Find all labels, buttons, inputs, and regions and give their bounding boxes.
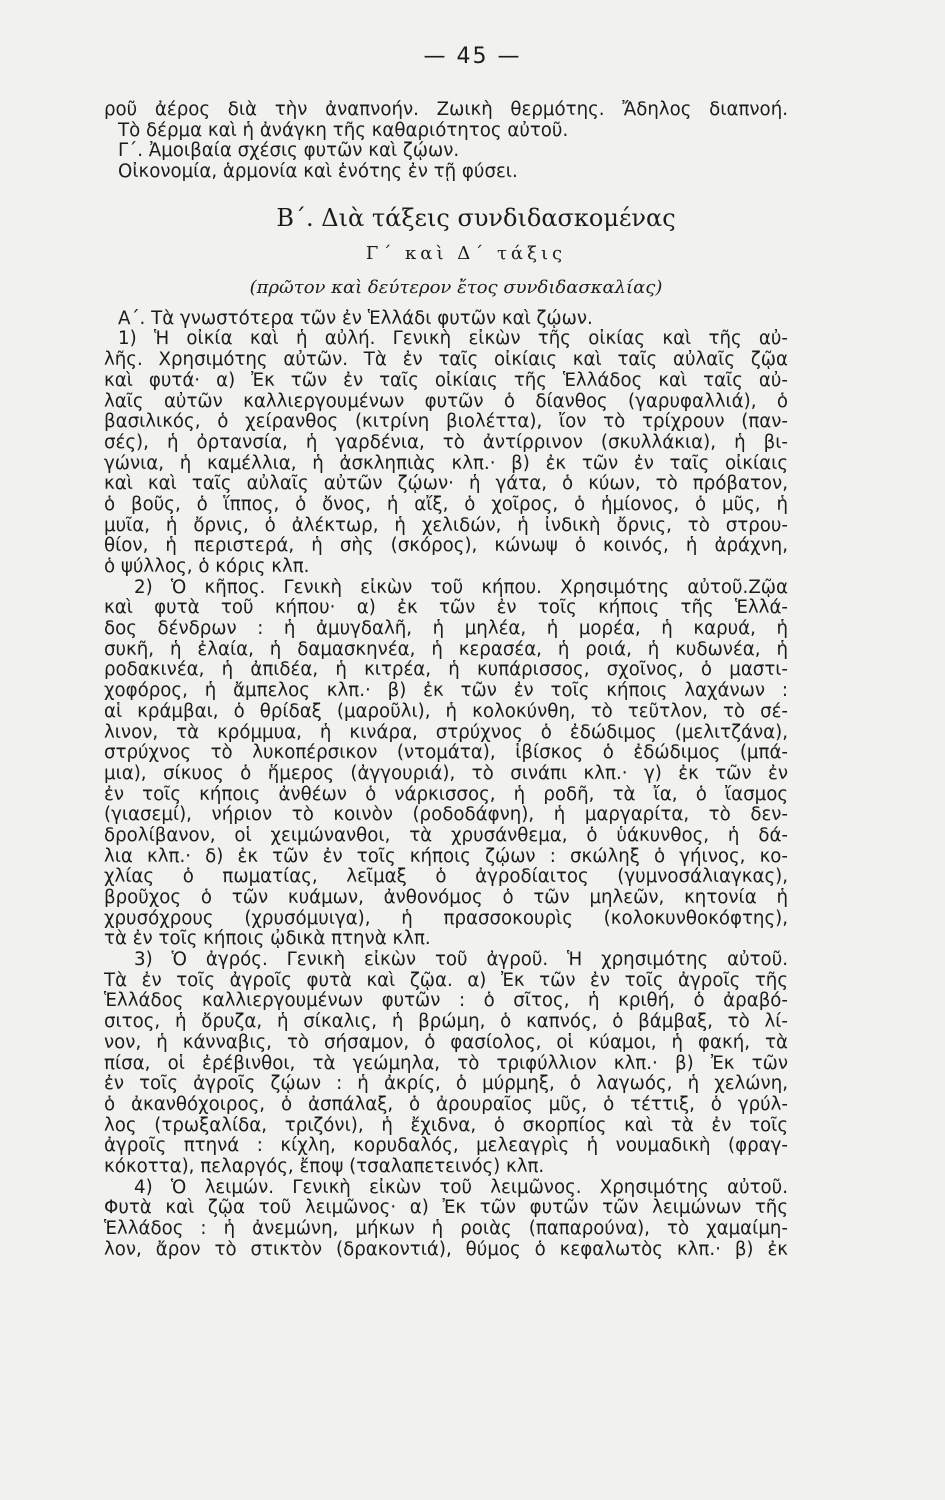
text-line: Τὸ δέρμα καὶ ἡ ἀνάγκη τῆς καθαριότητος αὐτοῦ. (118, 120, 569, 141)
text-line: ὁ βοῦς, ὁ ἵππος, ὁ ὄνος, ἡ αἴξ, ὁ χοῖρος, ὁ ἡμίονος, ὁ μῦς, ἡ (104, 494, 788, 515)
text-line: θίον, ἡ περιστερά, ἡ σὴς (σκόρος), κώνωψ ὁ κοινός, ἡ ἀράχνη, (104, 536, 788, 557)
text-line: στρύχνος τὸ λυκοπέρσικον (ντομάτα), ἱβίσκος ὁ ἐδώδιμος (μπά- (104, 743, 788, 764)
text-line: καὶ καὶ ταῖς αὐλαῖς αὐτῶν ζῴων· ἡ γάτα, ὁ κύων, τὸ πρόβατον, (104, 474, 788, 495)
text-line: λαῖς αὐτῶν καλλιεργουμένων φυτῶν ὁ δίανθος (γαρυφαλλιά), ὁ (104, 391, 788, 412)
text-line: Ἑλλάδος : ἡ ἀνεμώνη, μήκων ἡ ροιὰς (παπαρούνα), τὸ χαμαίμη- (104, 1219, 788, 1239)
text-line: ἀγροῖς πτηνά : κίχλη, κορυδαλός, μελεαγρὶς ἡ νουμαδικὴ (φραγ- (104, 1136, 788, 1157)
text-line: δρολίβανον, οἱ χειμώνανθοι, τὰ χρυσάνθεμα, ὁ ὑάκυνθος, ἡ δά- (104, 825, 788, 846)
text-line: μυῖα, ἡ ὄρνις, ὁ ἀλέκτωρ, ἡ χελιδών, ἡ ἰνδικὴ ὄρνις, τὸ στρου- (104, 515, 788, 536)
text-line: Φυτὰ καὶ ζῷα τοῦ λειμῶνος· α) Ἐκ τῶν φυτῶν τῶν λειμώνων τῆς (104, 1198, 788, 1219)
text-line: βασιλικός, ὁ χείρανθος (κιτρίνη βιολέττα), ἴον τὸ τρίχρουν (παν- (104, 412, 788, 433)
text-line: γώνια, ἡ καμέλλια, ἡ ἀσκληπιὰς κλπ.· β) ἐκ τῶν ἐν ταῖς οἰκίαις (104, 453, 788, 474)
text-line: μια), σίκυος ὁ ἥμερος (ἀγγουριά), τὸ σινάπι κλπ.· γ) ἐκ τῶν ἐν (104, 763, 788, 784)
class-heading: Γ΄ καὶ Δ΄ τάξις (365, 242, 567, 264)
text-line: καὶ φυτά· α) Ἐκ τῶν ἐν ταῖς οἰκίαις τῆς Ἑλλάδος καὶ ταῖς αὐ- (104, 370, 788, 391)
text-line: ροῦ ἀέρος διὰ τὴν ἀναπνοήν. Ζωικὴ θερμότης. Ἄδηλος διαπνοή. (104, 100, 788, 120)
text-line: λινον, τὰ κρόμμυα, ἡ κινάρα, στρύχνος ὁ ἐδώδιμος (μελιτζάνα), (104, 722, 788, 743)
page-number: — 45 — (423, 44, 522, 69)
text-line: ἐν τοῖς κήποις ἀνθέων ὁ νάρκισσος, ἡ ροδῆ, τὰ ἴα, ὁ ἴασμος (104, 784, 788, 805)
text-line: λον, ἄρον τὸ στικτὸν (δρακοντιά), θύμος ὁ κεφαλωτὸς κλπ.· β) ἐκ (104, 1239, 788, 1260)
text-line: τὰ ἐν τοῖς κήποις ᾠδικὰ πτηνὰ κλπ. (104, 929, 431, 950)
text-line: Γ΄. Ἀμοιβαία σχέσις φυτῶν καὶ ζῴων. (118, 141, 460, 162)
text-line: χρυσόχρους (χρυσόμυιγα), ἡ πρασσοκουρὶς (κολοκυνθοκόφτης), (104, 908, 788, 929)
page-body (104, 100, 788, 1260)
text-line: ὁ ἀκανθόχοιρος, ὁ ἀσπάλαξ, ὁ ἀρουραῖος μῦς, ὁ τέττιξ, ὁ γρύλ- (104, 1094, 788, 1115)
text-line: καὶ φυτὰ τοῦ κήπου· α) ἐκ τῶν ἐν τοῖς κήποις τῆς Ἑλλά- (104, 598, 788, 619)
text-line: Α΄. Τὰ γνωστότερα τῶν ἐν Ἑλλάδι φυτῶν καὶ ζῴων. (118, 308, 593, 329)
section-subtitle: (πρῶτον καὶ δεύτερον ἔτος συνδιδασκαλίας) (249, 276, 663, 298)
text-line: ὁ ψύλλος, ὁ κόρις κλπ. (104, 557, 310, 577)
text-line: 2) Ὁ κῆπος. Γενικὴ εἰκὼν τοῦ κήπου. Χρησιμότης αὐτοῦ.Ζῷα (134, 577, 788, 598)
text-line: λῆς. Χρησιμότης αὐτῶν. Τὰ ἐν ταῖς οἰκίαις καὶ ταῖς αὐλαῖς ζῷα (104, 350, 788, 371)
text-line: Ἑλλάδος καλλιεργουμένων φυτῶν : ὁ σῖτος, ἡ κριθή, ὁ ἀραβό- (104, 991, 788, 1012)
section-heading: Β΄. Διὰ τάξεις συνδιδασκομένας (276, 203, 676, 232)
text-line: σές), ἡ ὀρτανσία, ἡ γαρδένια, τὸ ἀντίρρινον (σκυλλάκια), ἡ βι- (104, 432, 788, 453)
text-line: νον, ἡ κάνναβις, τὸ σήσαμον, ὁ φασίολος, οἱ κύαμοι, ἡ φακή, τὰ (104, 1032, 788, 1053)
text-line: βροῦχος ὁ τῶν κυάμων, ἀνθονόμος ὁ τῶν μηλεῶν, κητονία ἡ (104, 888, 788, 908)
text-line: (γιασεμί), νήριον τὸ κοινὸν (ροδοδάφνη), ἡ μαργαρίτα, τὸ δεν- (104, 805, 788, 826)
text-line: 3) Ὁ ἀγρός. Γενικὴ εἰκὼν τοῦ ἀγροῦ. Ἡ χρησιμότης αὐτοῦ. (134, 950, 788, 971)
text-line: πίσα, οἱ ἐρέβινθοι, τὰ γεώμηλα, τὸ τριφύλλιον κλπ.· β) Ἐκ τῶν (104, 1053, 788, 1074)
text-line: δος δένδρων : ἡ ἀμυγδαλῆ, ἡ μηλέα, ἡ μορέα, ἡ καρυά, ἡ (104, 619, 788, 640)
text-line: αἱ κράμβαι, ὁ θρίδαξ (μαροῦλι), ἡ κολοκύνθη, τὸ τεῦτλον, τὸ σέ- (104, 701, 788, 722)
text-line: 1) Ἡ οἰκία καὶ ἡ αὐλή. Γενικὴ εἰκὼν τῆς οἰκίας καὶ τῆς αὐ- (118, 329, 788, 350)
text-line: συκῆ, ἡ ἐλαία, ἡ δαμασκηνέα, ἡ κερασέα, ἡ ροιά, ἡ κυδωνέα, ἡ (104, 639, 788, 660)
text-line: ἐν τοῖς ἀγροῖς ζῴων : ἡ ἀκρίς, ὁ μύρμηξ, ὁ λαγωός, ἡ χελώνη, (104, 1074, 788, 1095)
text-line: σιτος, ἡ ὄρυζα, ἡ σίκαλις, ἡ βρώμη, ὁ καπνός, ὁ βάμβαξ, τὸ λί- (104, 1012, 788, 1033)
text-line: χλίας ὁ πωματίας, λεῖμαξ ὁ ἀγροδίαιτος (γυμνοσάλιαγκας), (104, 867, 788, 888)
text-line: κόκοττα), πελαργός, ἔποψ (τσαλαπετεινός) κλπ. (104, 1156, 545, 1177)
text-line: λια κλπ.· δ) ἐκ τῶν ἐν τοῖς κήποις ζῴων : σκώληξ ὁ γήινος, κο- (104, 846, 788, 867)
text-line: 4) Ὁ λειμών. Γενικὴ εἰκὼν τοῦ λειμῶνος. Χρησιμότης αὐτοῦ. (134, 1177, 788, 1198)
text-line: ροδακινέα, ἡ ἀπιδέα, ἡ κιτρέα, ἡ κυπάρισσος, σχοῖνος, ὁ μαστι- (104, 660, 788, 681)
text-line: λος (τρωξαλίδα, τριζόνι), ἡ ἔχιδνα, ὁ σκορπίος καὶ τὰ ἐν τοῖς (104, 1115, 788, 1136)
text-line: Τὰ ἐν τοῖς ἀγροῖς φυτὰ καὶ ζῷα. α) Ἐκ τῶν ἐν τοῖς ἀγροῖς τῆς (104, 970, 788, 991)
text-line: Οἰκονομία, ἁρμονία καὶ ἑνότης ἐν τῇ φύσει. (118, 162, 518, 183)
text-line: χοφόρος, ἡ ἄμπελος κλπ.· β) ἐκ τῶν ἐν τοῖς κήποις λαχάνων : (104, 681, 788, 702)
